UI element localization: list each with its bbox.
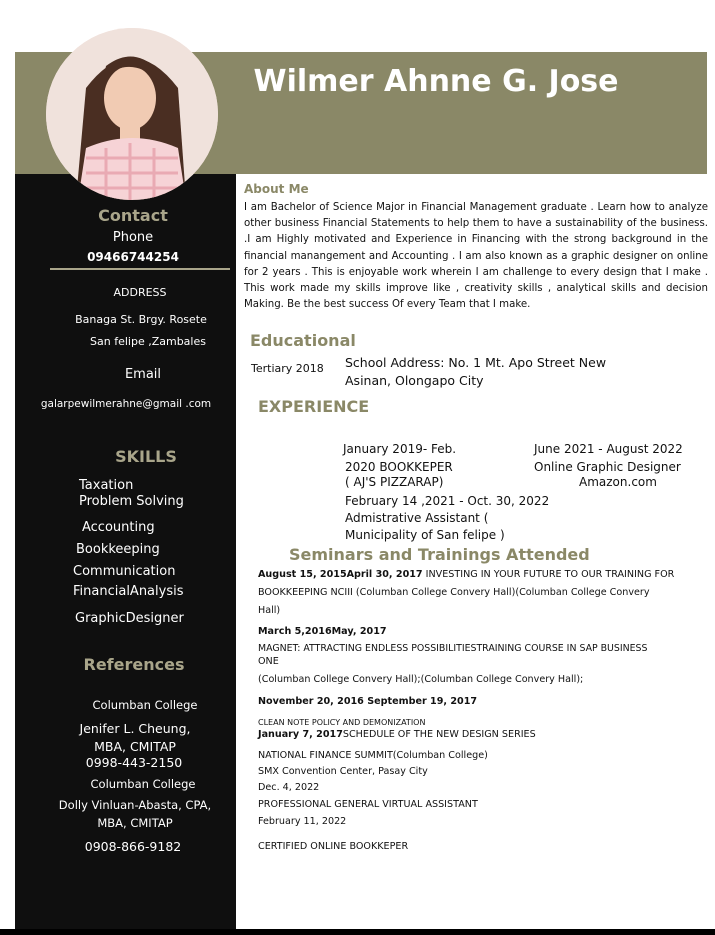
seminar-1-line-2: BOOKKEEPING NCIII (Columban College Convery Hall)(Columban College Convery xyxy=(258,587,650,598)
about-heading: About Me xyxy=(244,182,309,196)
education-heading: Educational xyxy=(250,331,356,350)
seminar-2-line-3: (Columban College Convery Hall);(Columban College Convery Hall); xyxy=(258,674,584,685)
seminar-3-title: CLEAN NOTE POLICY AND DEMONIZATION xyxy=(258,718,426,727)
seminars-heading: Seminars and Trainings Attended xyxy=(289,545,590,564)
job-1-dates: January 2019- Feb. xyxy=(343,442,457,456)
reference-2-org: Columban College xyxy=(90,777,196,791)
skill-item: Problem Solving xyxy=(79,494,184,509)
contact-heading: Contact xyxy=(98,206,168,225)
skill-item: GraphicDesigner xyxy=(75,611,184,626)
experience-heading: EXPERIENCE xyxy=(258,397,370,416)
seminar-4-dates: January 7, 2017 xyxy=(258,729,343,740)
seminar-5-line-3: Dec. 4, 2022 xyxy=(258,782,320,793)
seminar-2-line-1: MAGNET: ATTRACTING ENDLESS POSSIBILITIESTRAINING COURSE IN SAP BUSINESS xyxy=(258,643,648,654)
seminar-5-line-1: NATIONAL FINANCE SUMMIT(Columban College) xyxy=(258,750,488,761)
seminar-1-dates: August 15, 2015April 30, 2017 xyxy=(258,569,423,580)
seminar-1-line-3: Hall) xyxy=(258,605,281,616)
profile-photo xyxy=(46,28,218,200)
reference-1-name: Jenifer L. Cheung, xyxy=(79,721,191,736)
reference-1-org: Columban College xyxy=(92,698,198,712)
address-label: ADDRESS xyxy=(113,286,167,299)
phone-number: 09466744254 xyxy=(87,250,179,264)
education-level: Tertiary 2018 xyxy=(251,362,324,375)
reference-1-phone: 0998-443-2150 xyxy=(85,755,183,770)
school-address-line-2: Asinan, Olongapo City xyxy=(345,373,484,388)
candidate-name: Wilmer Ahnne G. Jose xyxy=(253,64,619,99)
job-2-title: Admistrative Assistant ( xyxy=(345,511,489,525)
seminar-6-line-2: February 11, 2022 xyxy=(258,816,347,827)
seminar-2-dates: March 5,2016May, 2017 xyxy=(258,626,387,637)
about-paragraph: I am Bachelor of Science Major in Financial Management graduate . Learn how to analyze other business Financial Statements to help them to have a sustainability of the business. .I am Highly motivated and Experience in Financing with the strong background in the financial manangement and Accounting . I am also known as a graphic designer on online for 2 years . This is enjoyable work wherein I am challenge to every design that I make . This work made my skills improve like , creativity skills , analytical skills and decision Making. Be the best success Of every Team that I make. xyxy=(244,202,708,311)
skill-item: FinancialAnalysis xyxy=(73,584,184,599)
email-address: galarpewilmerahne@gmail .com xyxy=(40,398,212,410)
skill-item: Communication xyxy=(73,564,176,579)
seminar-1-title: INVESTING IN YOUR FUTURE TO OUR TRAINING FOR xyxy=(422,569,675,580)
phone-label: Phone xyxy=(112,230,154,245)
job-1-title: 2020 BOOKKEPER xyxy=(345,460,453,474)
reference-1-title: MBA, CMITAP xyxy=(94,739,176,754)
seminar-6-line-1: PROFESSIONAL GENERAL VIRTUAL ASSISTANT xyxy=(258,799,478,810)
reference-2-name: Dolly Vinluan-Abasta, CPA, xyxy=(58,798,212,812)
seminar-2-line-2: ONE xyxy=(258,656,279,667)
reference-2-title: MBA, CMITAP xyxy=(97,816,173,830)
references-heading: References xyxy=(83,655,185,674)
profile-photo-illustration xyxy=(46,28,218,200)
address-line-2: San felipe ,Zambales xyxy=(90,335,206,348)
skill-item: Accounting xyxy=(82,520,155,535)
job-2-dates: February 14 ,2021 - Oct. 30, 2022 xyxy=(345,494,550,508)
skill-item: Bookkeeping xyxy=(76,542,160,557)
job-2-org: Municipality of San felipe ) xyxy=(345,528,505,542)
seminar-5-line-2: SMX Convention Center, Pasay City xyxy=(258,766,428,777)
address-line-1: Banaga St. Brgy. Rosete xyxy=(75,313,207,326)
seminar-4-line xyxy=(258,729,536,740)
seminar-7-line-1: CERTIFIED ONLINE BOOKKEPER xyxy=(258,841,409,852)
job-3-dates: June 2021 - August 2022 xyxy=(534,442,683,456)
seminar-4-title: SCHEDULE OF THE NEW DESIGN SERIES xyxy=(342,729,536,740)
skill-item: Taxation xyxy=(79,478,134,493)
job-1-company: ( AJ'S PIZZARAP) xyxy=(345,475,444,489)
seminar-3-dates: November 20, 2016 September 19, 2017 xyxy=(258,696,478,707)
school-address-line-1: School Address: No. 1 Mt. Apo Street New xyxy=(345,355,607,370)
skills-heading: SKILLS xyxy=(115,447,177,466)
email-label: Email xyxy=(124,367,162,382)
job-3-title: Online Graphic Designer xyxy=(534,460,681,474)
job-3-org: Amazon.com xyxy=(579,475,657,489)
bottom-bar xyxy=(0,929,715,935)
contact-divider xyxy=(50,268,230,270)
reference-2-phone: 0908-866-9182 xyxy=(84,839,182,854)
seminar-1-line-1 xyxy=(258,569,674,580)
